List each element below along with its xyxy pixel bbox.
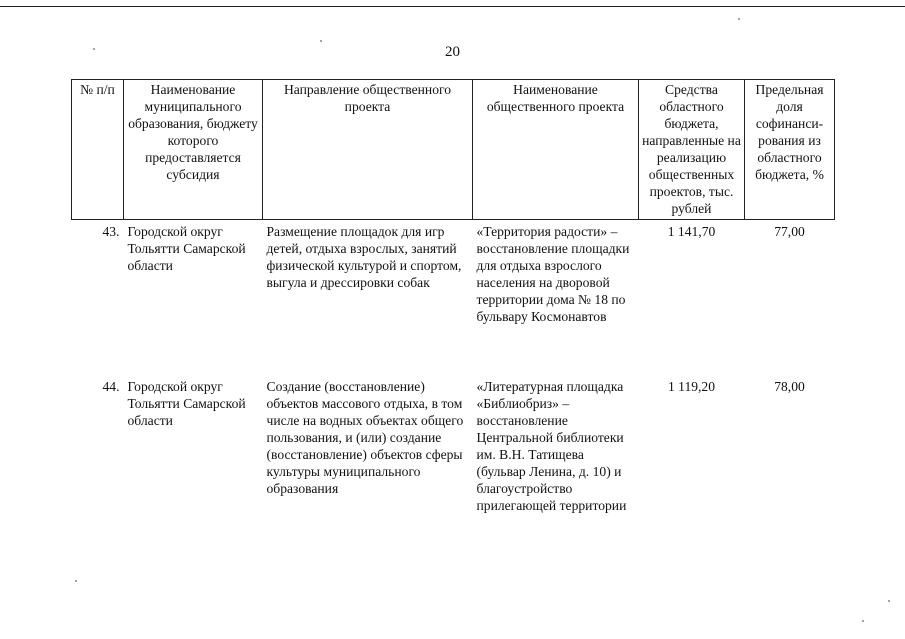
header-project: Наименование общественного проекта <box>473 80 639 220</box>
row-share: 77,00 <box>774 224 805 239</box>
row-direction: Создание (восстановление) объектов массового отдыха, в том числе на водных объектах общего пользования, и (или) создание (восстановление) объектов сферы культуры муниципального образования <box>266 379 464 496</box>
row-share: 78,00 <box>774 379 805 394</box>
header-row <box>72 80 835 220</box>
scan-speck <box>93 48 95 50</box>
scan-speck <box>320 40 322 42</box>
table-row <box>72 375 835 514</box>
row-project: «Территория радости» – восстановление площадки для отдыха взрослого населения на дворовой территории дома № 18 по бульвару Космонавтов <box>476 224 630 324</box>
table-row <box>72 220 835 376</box>
table-body <box>72 220 835 515</box>
scan-speck <box>888 600 890 602</box>
subsidy-table <box>71 79 835 514</box>
header-number: № п/п <box>72 80 124 220</box>
row-municipality: Городской округ Тольятти Самарской области <box>127 224 246 273</box>
row-project: «Литературная площадка «Библиобриз» – восстановление Центральной библиотеки им. В.Н. Татищева (бульвар Ленина, д. 10) и благоустройство прилегающей территории <box>476 379 627 513</box>
row-funds: 1 119,20 <box>667 379 716 394</box>
top-border-line <box>0 6 905 7</box>
row-number: 43. <box>102 224 120 239</box>
header-share: Предельная доля софинанси-рования из областного бюджета, % <box>745 80 835 220</box>
header-municipality: Наименование муниципального образования, бюджету которого предоставляется субсидия <box>124 80 263 220</box>
scan-speck <box>738 18 740 20</box>
scan-speck <box>862 620 864 622</box>
scan-speck <box>75 580 77 582</box>
page-number: 20 <box>445 44 460 60</box>
row-number: 44. <box>102 379 120 394</box>
table-header <box>72 80 835 220</box>
row-direction: Размещение площадок для игр детей, отдыха взрослых, занятий физической культурой и спортом, выгула и дрессировки собак <box>266 224 462 290</box>
header-direction: Направление общественного проекта <box>263 80 473 220</box>
header-funds: Средства областного бюджета, направленные на реализацию общественных проектов, тыс. рублей <box>639 80 745 220</box>
row-funds: 1 141,70 <box>667 224 716 239</box>
row-municipality: Городской округ Тольятти Самарской области <box>127 379 246 428</box>
